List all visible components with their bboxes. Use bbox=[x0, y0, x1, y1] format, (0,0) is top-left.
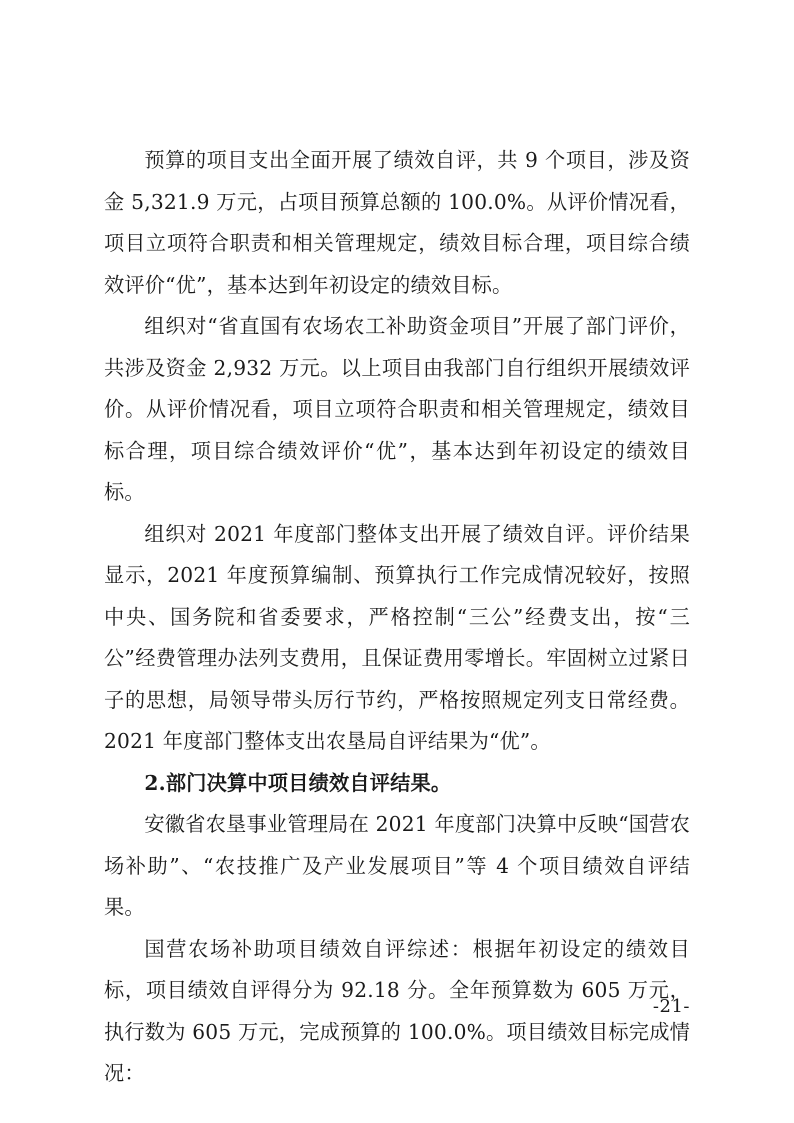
section-heading-2: 2.部门决算中项目绩效自评结果。 bbox=[144, 770, 452, 795]
document-body bbox=[104, 140, 690, 1095]
paragraph-1: 预算的项目支出全面开展了绩效自评，共 9 个项目，涉及资金 5,321.9 万元，占项目预算总额的 100.0%。从评价情况看，项目立项符合职责和相关管理规定，绩效目标合理，项目综合绩效评价“优”，基本达到年初设定的绩效目标。 bbox=[104, 148, 690, 297]
page-number: -21- bbox=[652, 996, 690, 1017]
paragraph-5: 安徽省农垦事业管理局在 2021 年度部门决算中反映“国营农场补助”、“农技推广及产业发展项目”等 4 个项目绩效自评结果。 bbox=[104, 812, 690, 919]
paragraph-2: 组织对“省直国有农场农工补助资金项目”开展了部门评价，共涉及资金 2,932 万元。以上项目由我部门自行组织开展绩效评价。从评价情况看，项目立项符合职责和相关管理规定，绩效目标合理，项目综合绩效评价“优”，基本达到年初设定的绩效目标。 bbox=[104, 314, 690, 504]
paragraph-3: 组织对 2021 年度部门整体支出开展了绩效自评。评价结果显示，2021 年度预算编制、预算执行工作完成情况较好，按照中央、国务院和省委要求，严格控制“三公”经费支出，按“三公”经费管理办法列支费用，且保证费用零增长。牢固树立过紧日子的思想，局领导带头厉行节约，严格按照规定列支日常经费。2021 年度部门整体支出农垦局自评结果为“优”。 bbox=[104, 521, 690, 753]
paragraph-6: 国营农场补助项目绩效自评综述：根据年初设定的绩效目标，项目绩效自评得分为 92.18 分。全年预算数为 605 万元，执行数为 605 万元，完成预算的 100.0%。项目绩效目标完成情况： bbox=[104, 936, 690, 1085]
